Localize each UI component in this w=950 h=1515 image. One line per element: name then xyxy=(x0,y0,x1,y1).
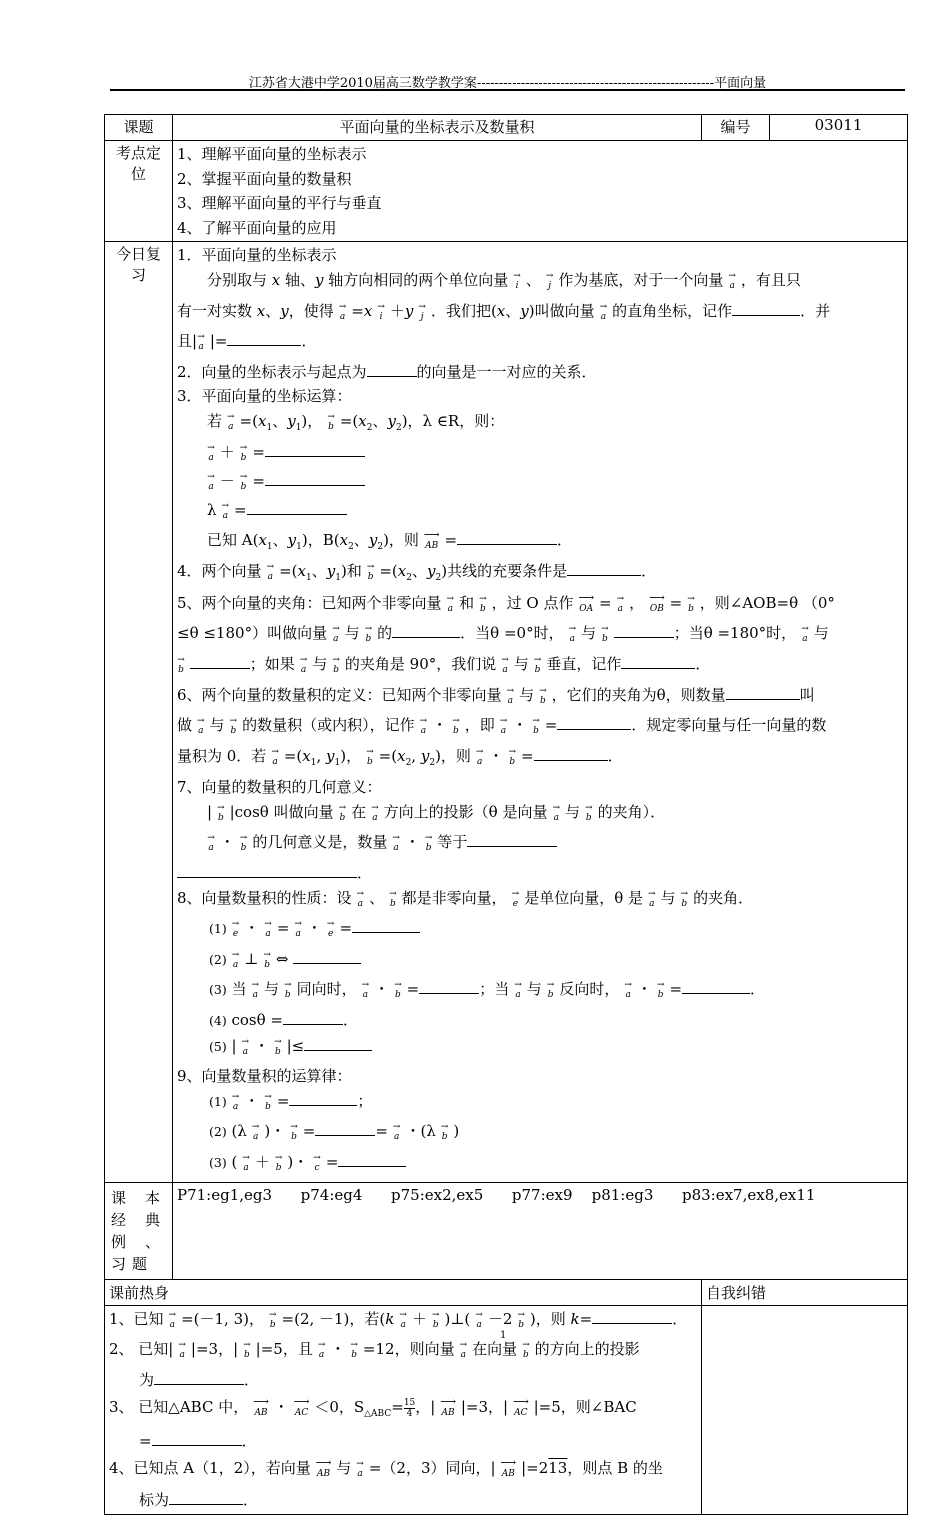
section-3-title: 3．平面向量的坐标运算： xyxy=(177,387,352,406)
warmup-label: 课前热身 xyxy=(105,1279,702,1305)
correction-label: 自我纠错 xyxy=(702,1279,908,1305)
section-1-title: 1．平面向量的坐标表示 xyxy=(177,246,337,265)
problem-1: 1、已知 → a =(－1, 3)， → b =(2, －1)，若(k → a ＋ → b )⊥( → a －2 → b )，则 k= ． xyxy=(109,1307,697,1338)
section-1-text: 分别取与 x 轴、y 轴方向相同的两个单位向量 → i 、 → j 作为基底，对于一个向量 → a ，有且只 xyxy=(177,268,903,299)
examples-row xyxy=(105,1182,908,1279)
examples-list: P71:eg1,eg3 p74:eg4 p75:ex2,ex5 p77:ex9 p81:eg3 p83:ex7,ex8,ex11 xyxy=(173,1182,908,1279)
section-7-title: 7、向量的数量积的几何意义： xyxy=(177,778,382,797)
objective-item: 1、理解平面向量的坐标表示 xyxy=(177,145,367,163)
section-4: 4．两个向量 → $a =(x_1$、$y_1$)和 → $b =(x_2$、$y_2$)共线的充要条件是 ． xyxy=(177,559,903,591)
page-header: 江苏省大港中学2010届高三数学教学案------------------------------------------------------平面向量 xyxy=(248,76,767,91)
problem-2: 2、 已知| → a |=3，| → b |=5，且 → a ・ → b =12，则向量 → a 在向量 → b 的方向上的投影 xyxy=(109,1337,697,1368)
header-rule xyxy=(110,89,905,91)
objectives-row xyxy=(105,141,908,242)
lesson-table xyxy=(104,114,908,1515)
code-label: 编号 xyxy=(702,115,770,141)
problem-3: 3、 已知△ABC 中， ⟶ AB ・ ⟶ AC ＜0，$S_{\triangle ABC}=$ $\frac{15}{4}$ ，| ⟶ AB |=3，| ⟶ AC |=5，则∠BAC xyxy=(109,1392,697,1429)
problem-4: 4、已知点 A（1，2），若向量 ⟶ AB 与 → a =（2，3）同向，| ⟶ AB |=213，则点 B 的坐 xyxy=(109,1454,697,1488)
page-number: 1 xyxy=(500,1330,507,1341)
topic-label: 课题 xyxy=(105,115,173,141)
objective-item: 4、了解平面向量的应用 xyxy=(177,218,337,237)
objective-item: 2、掌握平面向量的数量积 xyxy=(177,169,352,188)
section-6: 6、两个向量的数量积的定义：已知两个非零向量 → a 与 → b ，它们的夹角为θ，则数量 叫 xyxy=(177,683,903,714)
warmup-problems: 1、已知 → a =(－1, 3)， → b =(2, －1)，若(k → a ＋ → b )⊥( → a －2 → b )，则 k= ． 2、 已知| → a |=3，| → b |=5，且 → a ・ → b =12，则向量 → a 在向量 → b 的方向上的投影 为 ． 3、 已知△ABC 中， ⟶ AB ・ ⟶ AC ＜0，$S_{\triangle ABC}=$ $\frac{15}{4}$ ，| ⟶ AB |=3，| ⟶ AC |=5，则∠BAC = ． 4、已知点 A（1，2），若向量 ⟶ AB 与 → a =（2，3）同向，| ⟶ AB |=213，则点 B 的坐 标为 ． xyxy=(105,1305,702,1514)
lesson-title: 平面向量的坐标表示及数量积 xyxy=(173,115,702,141)
section-9-title: 9、向量数量积的运算律： xyxy=(177,1067,352,1086)
review-row xyxy=(105,242,908,1182)
section-8: 8、向量数量积的性质：设 → a 、 → b 都是非零向量， → e 是单位向量，θ 是 → a 与 → b 的夹角． xyxy=(177,886,903,917)
lesson-code: 03011 xyxy=(770,115,908,141)
examples-label: 课本经典例、习题 xyxy=(105,1182,173,1279)
objective-item: 3、理解平面向量的平行与垂直 xyxy=(177,194,382,213)
review-label: 今日复习 xyxy=(105,242,173,1182)
objectives-list xyxy=(173,141,908,242)
warmup-header-row xyxy=(105,1279,908,1305)
review-content: 1．平面向量的坐标表示 分别取与 x 轴、y 轴方向相同的两个单位向量 → i 、 → j 作为基底，对于一个向量 → a ，有且只 有一对实数 x、y，使得 → a =x → i ＋y → j ．我们把(x、y)叫做向量 → a 的直角坐标，记作 ．并 且|→ a |= ． 2．向量的坐标表示与起点为 的向量是一一对应的关系． 3．平面向量的坐标运算： 若 → $a =(x_1$、$y_1$)， → $b =(x_2$、$y_2$)，λ ∈R，则： → a ＋ → b = → a － → b = λ → a = 已知 $A(x_1$、$y_1$)，$B(x_2$、$y_2$)，则 ⟶ AB = ． 4．两个向量 → $a =(x_1$、$y_1$)和 → $b =(x_2$、$y_2$)共线的充要条件是 ． 5、两个向量的夹角：已知两个非零向量 → a 和 → b ，过 O 点作 ⟶ OA = → a ， ⟶ OB = → b ，则∠AOB=θ （0° ≤θ ≤180°）叫做向量 → a 与 → b 的 ．当θ =0°时， → a 与 → b ；当θ =180°时， → a 与 → b ；如果 → a 与 → b 的夹角是 90°，我们说 → a 与 → b 垂直，记作 ． 6、两个向量的数量积的定义：已知两个非零向量 → a 与 → b ，它们的夹角为θ，则数量 叫 做 → a 与 → b 的数量积（或内积），记作 → a ・ → b ，即 → a ・ → b = ．规定零向量与任一向量的数 量积为 0．若 → $a =(x_1$, $y_1$)， → $b =(x_2$, $y_2$)，则 → a ・ → b = ． 7、向量的数量积的几何意义： | → b |cosθ 叫做向量 → b 在 → a 方向上的投影（θ 是向量 → a 与 → b 的夹角）． → a ・ → b 的几何意义是，数量 → a ・ → b 等于 ． 8、向量数量积的性质：设 → a 、 → b 都是非零向量， → e 是单位向量，θ 是 → a 与 → b 的夹角． (1) → e ・ → a = → a ・ → e = (2) → a ⊥ → b ⇔ (3) 当 → a 与 → b 同向时， → a ・ → b = ；当 → a 与 → b 反向时， → a ・ → b = ． (4) cosθ = ． (5) | → a ・ → b |≤ 9、向量数量积的运算律： (1) → a ・ → b = ； (2) (λ → a )・ → b = = → a ・(λ → b ) (3) ( → a ＋ → b )・ → c = xyxy=(173,242,908,1182)
section-2: 2．向量的坐标表示与起点为 的向量是一一对应的关系． xyxy=(177,362,597,381)
title-row xyxy=(105,115,908,141)
section-5: 5、两个向量的夹角：已知两个非零向量 → a 和 → b ，过 O 点作 ⟶ OA = → a ， ⟶ OB = → b ，则∠AOB=θ （0° xyxy=(177,591,903,622)
correction-area[interactable] xyxy=(702,1305,908,1514)
objectives-label: 考点定位 xyxy=(105,141,173,242)
